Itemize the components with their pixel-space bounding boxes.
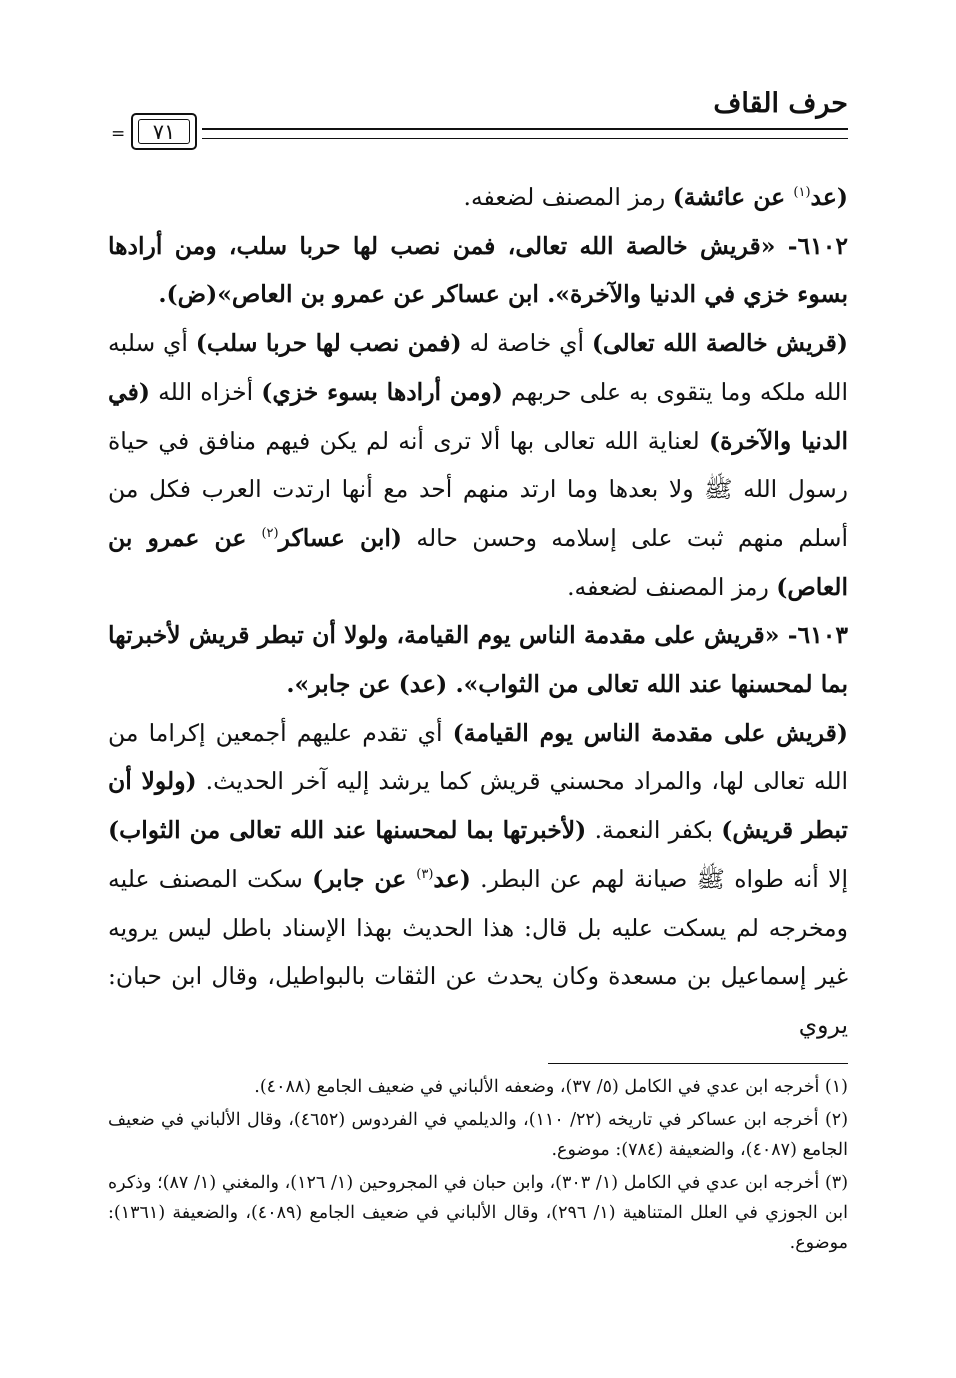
- commentary-text: لعناية الله تعالى بها ألا ترى أنه لم يكن فيهم منافق في حياة رسول الله ﷺ ولا بعدها وما ارتد منهم أحد مع أنها ارتدت العرب فكل من أسلم منهم ثبت على إسلامه وحسن حاله: [108, 426, 849, 552]
- footnote: (١) أخرجه ابن عدي في الكامل (٥/ ٣٧)، وضعفه الألباني في ضعيف الجامع (٤٠٨٨).: [254, 1077, 848, 1097]
- hadith-text: (ابن عساكر: [278, 523, 403, 552]
- ornament-mark: =: [111, 124, 126, 144]
- hadith-text: عن عائشة): [672, 183, 794, 211]
- commentary-text: سكت المصنف عليه ومخرجه لم يسكت عليه بل قال: هذا الحديث بهذا الإسناد باطل ليس يرويه غير إسماعيل بن مسعدة وكان يحدث عن الثقات بالبواطيل، وقال ابن حبان: يروي: [108, 864, 848, 1039]
- paragraph: [108, 319, 848, 611]
- commentary-text: رمز المصنف لضعفه.: [567, 572, 777, 601]
- hadith-text: (عد: [433, 864, 471, 893]
- commentary-text: أي خاصة له: [461, 329, 592, 358]
- paragraph: [108, 709, 848, 1050]
- footnote-marker: (٣): [416, 867, 434, 883]
- footnote: (٣) أخرجه ابن عدي في الكامل (١/ ٣٠٣)، وابن حبان في المجروحين (١/ ١٢٦)، والمغني (١/ ٨٧)؛ وذكره ابن الجوزي في العلل المتناهية (١/ ٢٩٦)، وقال الألباني في ضعيف الجامع (٤٠٨٩)، والضعيفة (١٣٦١): موضوع.: [108, 1173, 849, 1253]
- chapter-title: حرف القاف: [713, 88, 848, 119]
- hadith-text: ٦١٠٢- «قريش خالصة الله تعالى، فمن نصب لها حربا سلب، ومن أرادها بسوء خزي في الدنيا والآخرة». ابن عساكر عن عمرو بن العاص»(ض).: [108, 231, 848, 309]
- hadith-text: (قريش على مقدمة الناس يوم القيامة): [452, 718, 848, 747]
- hadith-text: (في الدنيا والآخرة): [108, 377, 848, 455]
- header-rule-thin: [202, 138, 848, 139]
- footnote-marker: (٢): [261, 526, 279, 542]
- footnote: (٢) أخرجه ابن عساكر في تاريخه (٢٢/ ١١٠)، والديلمي في الفردوس (٤٦٥٢)، وقال الألباني في ضعيف الجامع (٤٠٨٧)، والضعيفة (٧٨٤): موضوع.: [108, 1110, 849, 1160]
- hadith-text: (عد: [810, 183, 848, 211]
- hadith-text: (ولولا أن تبطر قريش): [108, 767, 848, 845]
- footnote-marker: (١): [793, 185, 811, 201]
- footnote-separator: [548, 1063, 848, 1064]
- hadith-text: عن جابر): [312, 864, 417, 893]
- page-number-frame: [131, 113, 197, 150]
- footnotes: [108, 1072, 848, 1261]
- commentary-text: بكفر النعمة.: [586, 816, 722, 845]
- main-text: [108, 173, 848, 1050]
- paragraph: [108, 173, 848, 222]
- hadith-text: عن عمرو بن العاص): [108, 523, 848, 601]
- hadith-text: (لأخبرتها بما لمحسنها عند الله تعالى من الثواب): [108, 816, 587, 845]
- paragraph: [108, 222, 848, 319]
- hadith-text: ٦١٠٣- «قريش على مقدمة الناس يوم القيامة، ولولا أن تبطر قريش لأخبرتها بما لمحسنها عند الله تعالى من الثواب». (عد) عن جابر».: [108, 621, 848, 699]
- commentary-text: أي تقدم عليهم أجمعين إكراما من الله تعالى لها، والمراد محسني قريش كما يرشد إليه آخر الحديث.: [108, 718, 849, 796]
- commentary-text: إلا أنه طواه ﷺ صيانة لهم عن البطر.: [470, 864, 849, 893]
- hadith-text: (ومن أرادها بسوء خزي): [261, 377, 503, 406]
- paragraph: [108, 611, 848, 708]
- page-number: ٧١: [138, 119, 190, 144]
- commentary-text: أي سلبه الله ملكه وما يتقوى به على حربهم: [108, 329, 848, 406]
- commentary-text: رمز المصنف لضعفه.: [463, 183, 673, 211]
- hadith-text: (فمن نصب لها حربا سلب): [195, 329, 462, 358]
- header-rule-thick: [202, 128, 848, 130]
- hadith-text: (قريش خالصة الله تعالى): [591, 329, 848, 358]
- commentary-text: أخزاه الله: [149, 377, 262, 406]
